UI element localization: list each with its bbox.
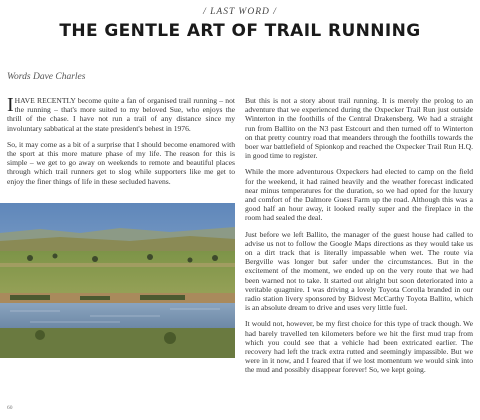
paragraph: IHAVE RECENTLY become quite a fan of organised trail running – not the running – that's more suited to my beloved Sue, who enjoys the thrill of the chase. I have not run a trail of any distance since my involuntary sabbatical at the state president's behest in 1976. (7, 94, 235, 133)
paragraph: But this is not a story about trail running. It is merely the prolog to an adventure that we experienced during the Oxpecker Trail Run just outside Winterton in the foothills of the Central Drakensberg. We had a straight run from Ballito on the N3 past Estcourt and then turned off to Winterton on that pretty country road that meanders through the foothills towards the boer war battlefield of Spionkop and reached the Oxpecker Trail Run H.Q. in good time to register. (245, 96, 473, 161)
paragraph: So, it may come as a bit of a surprise that I should become enamored with the sport at this more mature phase of my life. The reason for this is simple – we get to go away on weekends to remote and beautiful places through which trail runners get to slog while supporters like me get to enjoy the finer things of life in these secluded havens. (7, 139, 235, 186)
landscape-photo (0, 203, 235, 358)
paragraph: While the more adventurous Oxpeckers had elected to camp on the field for the weekend, it had rained heavily and the weather forecast indicated near minus temperatures for the duration, so we had opted for the luxury and comfort of the Dalmore Guest Farm up the road. Although this was a good half an hour away, it looked really super and the fireplace in the room had sealed the deal. (245, 167, 473, 223)
left-column (7, 96, 235, 193)
drop-cap: I (7, 94, 14, 116)
paragraph: Just before we left Ballito, the manager of the guest house had called to advise us not to follow the Google Maps directions as they would take us on a dirt track that is literally impassable when wet. The route via Bergville was longer but safer under the circumstances. But in the excitement of the moment, we ended up on the very route that we had been warned not to take. It started out alright but soon deteriorated into a veritable quagmire. I was driving a lovely Toyota Corolla branded in our radio station livery sponsored by Bidvest McCarthy Toyota Ballito, which is an absolute dream to drive and uses very little fuel. (245, 229, 473, 313)
page-number: 60 (7, 405, 13, 411)
byline: Words Dave Charles (7, 72, 86, 82)
right-column (245, 96, 473, 382)
section-kicker: / LAST WORD / (203, 7, 277, 17)
article-title: THE GENTLE ART OF TRAIL RUNNING (59, 21, 421, 41)
paragraph: It would not, however, be my first choice for this type of track though. We had barely travelled ten kilometers before we hit the first mud trap from which you could see that a vehicle had been extricated earlier. The recovery had left the track extra rutted and seemingly impassible. But we were in it now, and I feared that if we lost momentum we would sink into the mud and possibly disappear forever! So, we kept going. (245, 319, 473, 375)
